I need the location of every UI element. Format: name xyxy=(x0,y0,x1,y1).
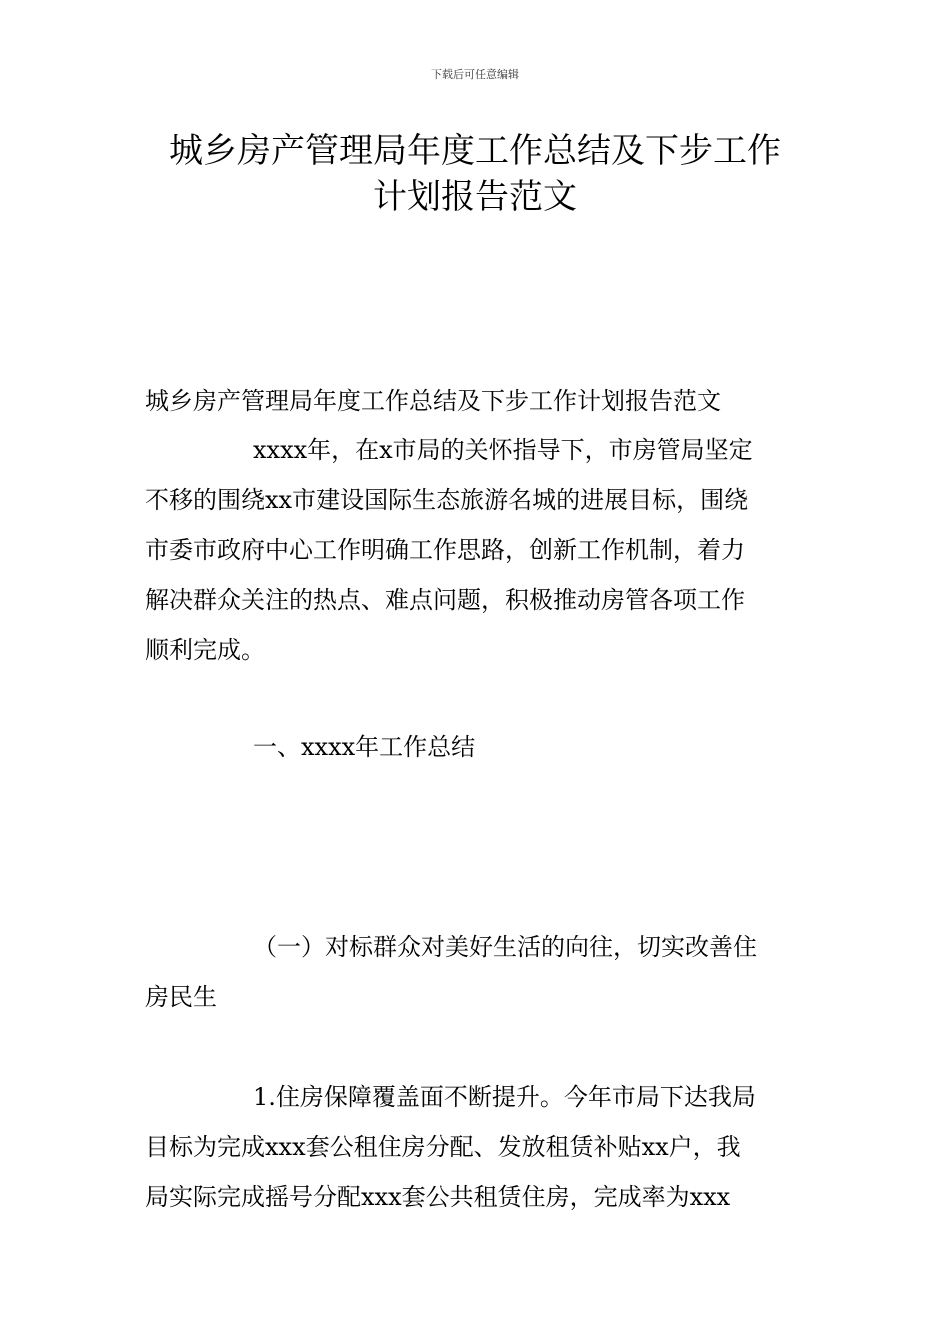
item-1-line: 局实际完成摇号分配xxx套公共租赁住房，完成率为xxx xyxy=(145,1183,731,1211)
header-note: 下载后可任意编辑 xyxy=(431,68,519,81)
intro-line: 不移的围绕xx市建设国际生态旅游名城的进展目标，围绕 xyxy=(145,486,749,514)
subsection-1-line: 房民生 xyxy=(145,983,217,1011)
document-title-line-1: 城乡房产管理局年度工作总结及下步工作 xyxy=(169,131,781,171)
intro-line: 市委市政府中心工作明确工作思路，创新工作机制，着力 xyxy=(145,536,745,564)
section-1-heading-text: 一、xxxx年工作总结 xyxy=(253,733,476,761)
subtitle-text: 城乡房产管理局年度工作总结及下步工作计划报告范文 xyxy=(145,387,721,415)
document-title xyxy=(140,128,810,220)
document-title-line-2: 计划报告范文 xyxy=(373,177,577,217)
item-1-line: 目标为完成xxx套公租住房分配、发放租赁补贴xx户，我 xyxy=(145,1133,741,1161)
intro-line: 解决群众关注的热点、难点问题，积极推动房管各项工作 xyxy=(145,586,745,614)
item-1-paragraph xyxy=(145,1072,807,1222)
section-1-heading xyxy=(145,722,807,772)
intro-line: 顺利完成。 xyxy=(145,636,265,664)
intro-line: xxxx年，在x市局的关怀指导下，市房管局坚定 xyxy=(253,436,753,464)
subsection-1-line: （一）对标群众对美好生活的向往，切实改善住 xyxy=(253,933,757,961)
subsection-1-heading xyxy=(145,922,807,1022)
item-1-line: 1.住房保障覆盖面不断提升。今年市局下达我局 xyxy=(253,1083,756,1111)
intro-paragraph xyxy=(145,425,807,675)
document-subtitle xyxy=(145,376,807,426)
